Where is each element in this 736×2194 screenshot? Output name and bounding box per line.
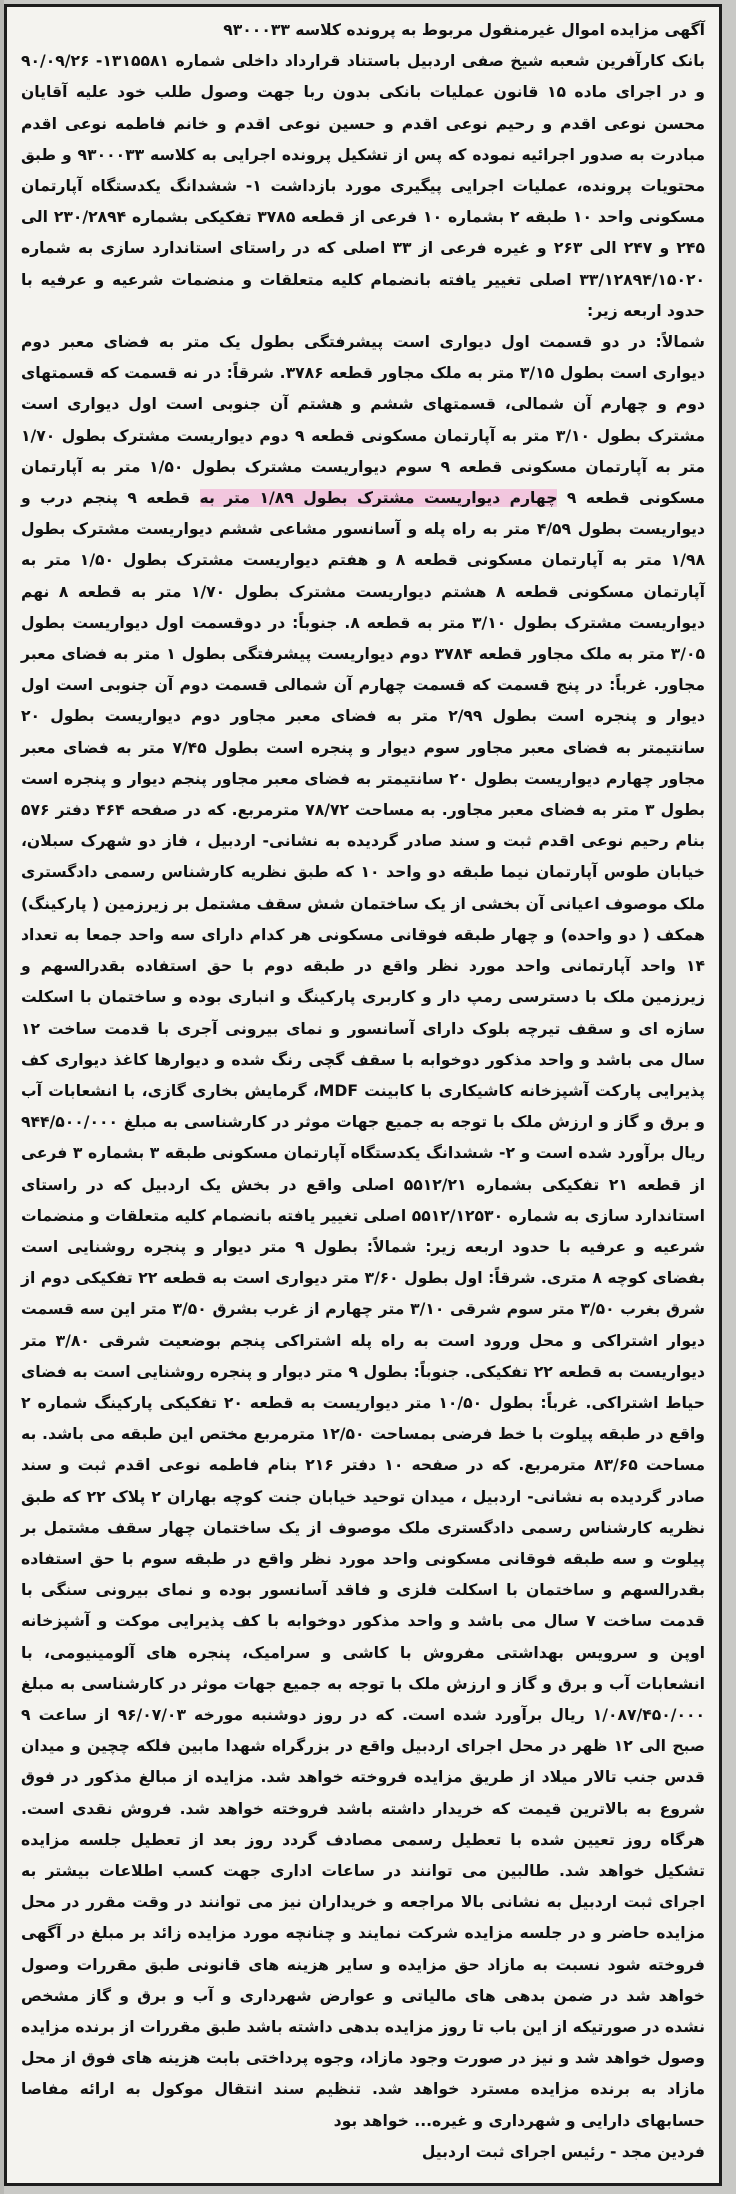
notice-body-text: قطعه ۹ پنجم درب و دیواریست بطول ۴/۵۹ متر به راه پله و آسانسور مشاعی ششم دیواریست مشترک بطول ۱/۹۸ متر به آپارتمان مسکونی قطعه ۸ و هفتم دیواریست مشترک بطول ۱/۵۰ متر به آپارتمان مسکونی قطعه ۸ هشتم دیواریست مشترک بطول ۱/۷۰ متر به قطعه ۸ نهم دیواریست مشترک بطول ۳/۱۰ متر به قطعه ۸. جنوباً: در دوقسمت اول دیواریست بطول ۳/۰۵ متر به ملک مجاور قطعه ۳۷۸۴ دوم دیواریست پیشرفتگی بطول ۱ متر به فضای معبر مجاور. غرباً: در پنج قسمت که قسمت چهارم آن شمالی قسمت دوم آن جنوبی است اول دیوار و پنجره است بطول ۲/۹۹ متر به فضای معبر مجاور دوم دیواریست بطول ۲۰ سانتیمتر به فضای معبر مجاور سوم دیوار و پنجره است بطول ۷/۴۵ متر به فضای معبر مجاور چهارم دیواریست بطول ۲۰ سانتیمتر به فضای معبر مجاور پنجم دیوار و پنجره است بطول ۳ متر به فضای معبر مجاور. به مساحت ۷۸/۷۲ مترمربع. که در صفحه ۴۶۴ دفتر ۵۷۶ بنام رحیم نوعی اقدم ثبت و سند صادر گردیده به نشانی- اردبیل ، فاز دو شهرک سبلان، خیابان طوس آپارتمان نیما طبقه دو واحد ۱۰ که طبق نظریه کارشناس رسمی دادگستری ملک موصوف اعیانی آن بخشی از یک ساختمان شش سقف مشتمل بر زیرزمین ( پارکینگ) همکف ( دو واحده) و چهار طبقه فوقانی مسکونی هر کدام دارای سه واحد جمعا به تعداد ۱۴ واحد آپارتمانی واحد مورد نظر واقع در طبقه دوم با حق استفاده بقدرالسهم و زیرزمین ملک با دسترسی رمپ دار و کاربری پارکینگ و انباری بوده و ساختمان با اسکلت سازه ای و سقف تیرچه بلوک دارای آسانسور و نمای بیرونی آجری با قدمت ساخت ۱۲ سال می باشد و واحد مذکور دوخوابه با سقف گچی رنگ شده و دیوارها کاغذ دیواری کف پذیرایی پارکت آشپزخانه کاشیکاری با کابینت MDF، گرمایش بخاری گازی، با انشعابات آب و برق و گاز و ارزش ملک با توجه به جمیع جهات موثر در کارشناسی به مبلغ ۹۴۴/۵۰۰/۰۰۰ ریال برآورد شده است و ۲- ششدانگ یکدستگاه آپارتمان مسکونی طبقه ۳ بشماره ۳ فرعی از قطعه ۲۱ تفکیکی بشماره ۵۵۱۲/۲۱ اصلی واقع در بخش یک اردبیل که در راستای استاندارد سازی به شماره ۵۵۱۲/۱۲۵۳۰ اصلی تغییر یافته بانضمام کلیه متعلقات و منضمات شرعیه و عرفیه با حدود اربعه زیر: شمالاً: بطول ۹ متر دیوار و پنجره روشنایی است بفضای کوچه ۸ متری. شرقاً: اول بطول ۳/۶۰ متر دیواری است به قطعه ۲۲ تفکیکی دوم از شرق بغرب ۳/۵۰ متر سوم شرقی ۳/۱۰ متر چهارم از غرب بشرق ۳/۵۰ متر این سه قسمت دیوار اشتراکی و محل ورود است به راه پله اشتراکی پنجم بوضعیت شرقی ۳/۸۰ متر دیواریست به قطعه ۲۲ تفکیکی. جنوباً: بطول ۹ متر دیوار و پنجره روشنایی است به فضای حیاط اشتراکی. غرباً: بطول ۱۰/۵۰ متر دیواریست به قطعه ۲۰ تفکیکی پارکینگ شماره ۲ واقع در طبقه پیلوت با خط فرضی بمساحت ۱۲/۵۰ مترمربع مختص این طبقه می باشد. به مساحت ۸۳/۶۵ مترمربع. که در صفحه ۱۰ دفتر ۲۱۶ بنام فاطمه نوعی اقدم ثبت و سند صادر گردیده به نشانی- اردبیل ، میدان توحید خیابان جنت کوچه بهاران ۲ پلاک ۲۲ که طبق نظریه کارشناس رسمی دادگستری ملک موصوف از یک ساختمان چهار سقف مشتمل بر پیلوت و سه طبقه فوقانی مسکونی واحد مورد نظر واقع در طبقه سوم با حق استفاده بقدرالسهم و ساختمان با اسکلت فلزی و فاقد آسانسور بوده و نمای بیرونی سنگی با قدمت ساخت ۷ سال می باشد و واحد مذکور دوخوابه با کف پذیرایی موکت و آشپزخانه اوپن و سرویس بهداشتی مفروش با کاشی و سرامیک، پنجره های آلومینیومی، با انشعابات آب و برق و گاز و ارزش ملک با توجه به جمیع جهات موثر در کارشناسی به مبلغ ۱/۰۸۷/۴۵۰/۰۰۰ ریال برآورد شده است. که در روز دوشنبه مورخه ۹۶/۰۷/۰۳ از ساعت ۹ صبح الی ۱۲ ظهر در محل اجرای اردبیل واقع در بزرگراه شهدا مابین فلکه چچین و میدان قدس جنب تالار میلاد از طریق مزایده فروخته خواهد شد. مزایده از مبالغ مذکور در فوق شروع به بالاترین قیمت که خریدار داشته باشد فروخته خواهد شد. فروش نقدی است. هرگاه روز تعیین شده با تعطیل رسمی مصادف گردد روز بعد از تعطیل جلسه مزایده تشکیل خواهد شد. طالبین می توانند در ساعات اداری جهت کسب اطلاعات بیشتر به اجرای ثبت اردبیل به نشانی بالا مراجعه و خریداران نیز می توانند در وقت مقرر در محل مزایده حاضر و در جلسه مزایده شرکت نمایند و چنانچه مورد مزایده زائد بر مبلغ در آگهی فروخته شود نسبت به مازاد حق مزایده و سایر هزینه های قانونی طبق مقررات وصول خواهد شد در ضمن بدهی های مالیاتی و عوارض شهرداری و آب و برق و گاز مشخص نشده در صورتیکه از این باب تا روز مزایده بدهی داشته باشد طبق مقررات از برنده مزایده وصول خواهد شد و نیز در صورت وجود مازاد، وجوه پرداختی بابت هزینه های فوق از محل مازاد به برنده مزایده مسترد خواهد شد. تنظیم سند انتقال موکول به ارائه مفاصا حسابهای دارایی و شهرداری و غیره... خواهد بود	[21, 489, 706, 2130]
notice-paragraph-1: بانک کارآفرین شعبه شیخ صفی اردبیل باستناد قرارداد داخلی شماره ۱۳۱۵۵۸۱- ۹۰/۰۹/۲۶ و در اجرای ماده ۱۵ قانون عملیات بانکی بدون ربا جهت وصول طلب خود علیه آقایان محسن نوعی اقدم و رحیم نوعی اقدم و حسین نوعی اقدم و خانم فاطمه نوعی اقدم مبادرت به صدور اجرائیه نموده که پس از تشکیل پرونده اجرایی به کلاسه ۹۳۰۰۰۳۳ و طبق محتویات پرونده، عملیات اجرایی پیگیری مورد بازداشت ۱- ششدانگ یکدستگاه آپارتمان مسکونی واحد ۱۰ طبقه ۲ بشماره ۱۰ فرعی از قطعه ۳۷۸۵ تفکیکی بشماره ۲۳۰/۲۸۹۴ الی ۲۴۵ و ۲۴۷ الی ۲۶۳ و غیره فرعی از ۳۳ اصلی که در راستای استاندارد سازی به شماره ۳۳/۱۲۸۹۴/۱۵۰۲۰ اصلی تغییر یافته بانضمام کلیه متعلقات و منضمات شرعیه و عرفیه با حدود اربعه زیر:	[21, 52, 706, 320]
notice-title: آگهی مزایده اموال غیرمنقول مربوط به پرونده کلاسه ۹۳۰۰۰۳۳	[223, 21, 705, 39]
auction-notice	[4, 4, 722, 2186]
highlighted-text: چهارم دیواریست مشترک بطول ۱/۸۹ متر به	[199, 489, 558, 508]
boundaries-text: شمالاً: در دو قسمت اول دیواری است پیشرفتگی بطول یک متر به فضای معبر دوم دیواری است بطول ۳/۱۵ متر به ملک مجاور قطعه ۳۷۸۶. شرقاً: در نه قسمت که قسمتهای دوم و چهارم آن شمالی، قسمتهای ششم و هشتم آن جنوبی است اول دیواری است مشترک بطول ۳/۱۰ متر به آپارتمان مسکونی قطعه ۹ دوم دیواریست مشترک بطول ۱/۷۰ متر به آپارتمان مسکونی قطعه ۹ سوم دیواریست مشترک بطول ۱/۵۰ متر به آپارتمان مسکونی قطعه ۹	[21, 333, 706, 508]
notice-paragraph-2	[21, 327, 705, 2137]
notice-signature: فردین مجد - رئیس اجرای ثبت اردبیل	[421, 2142, 705, 2161]
